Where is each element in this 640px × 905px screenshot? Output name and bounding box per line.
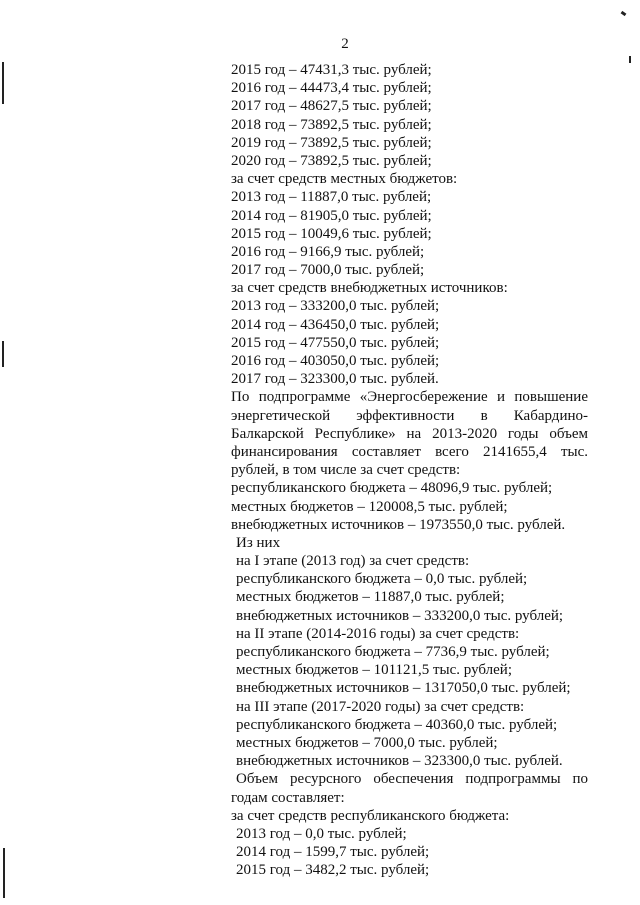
text-line: 2016 год – 44473,4 тыс. рублей; [231, 80, 432, 97]
text-line: 2014 год – 81905,0 тыс. рублей; [231, 207, 432, 224]
text-line: за счет средств республиканского бюджета: [231, 807, 510, 824]
text-line: на II этапе (2014-2016 годы) за счет средств: [236, 625, 520, 642]
text-line: внебюджетных источников – 333200,0 тыс. рублей; [236, 607, 564, 624]
text-line: на III этапе (2017-2020 годы) за счет средств: [236, 698, 525, 715]
text-line: 2013 год – 0,0 тыс. рублей; [236, 825, 407, 842]
text-line: Балкарской Республике» на 2013-2020 годы объем [231, 425, 588, 442]
text-line: внебюджетных источников – 1317050,0 тыс. рублей; [236, 680, 571, 697]
scan-mark-right-dot [629, 56, 631, 63]
text-line: 2016 год – 403050,0 тыс. рублей; [231, 353, 440, 369]
text-line: энергетической эффективности в Кабардино- [231, 407, 588, 424]
text-line: 2015 год – 3482,2 тыс. рублей; [236, 862, 430, 879]
page-number: 2 [341, 36, 349, 52]
document-body [231, 61, 588, 879]
text-line: местных бюджетов – 101121,5 тыс. рублей; [236, 662, 512, 679]
text-line: 2013 год – 11887,0 тыс. рублей; [231, 189, 432, 206]
text-line: По подпрограмме «Энергосбережение и повышение [231, 389, 588, 406]
text-line: на I этапе (2013 год) за счет средств: [236, 553, 470, 570]
text-line: республиканского бюджета – 0,0 тыс. рублей; [236, 571, 528, 588]
text-line: 2017 год – 323300,0 тыс. рублей. [231, 371, 439, 388]
text-line: 2019 год – 73892,5 тыс. рублей; [231, 134, 432, 151]
text-line: 2020 год – 73892,5 тыс. рублей; [231, 152, 432, 169]
text-line: финансирования составляет всего 2141655,4 тыс. [231, 443, 588, 460]
text-line: внебюджетных источников – 323300,0 тыс. рублей. [236, 753, 563, 770]
text-line: 2013 год – 333200,0 тыс. рублей; [231, 298, 440, 315]
text-line: 2014 год – 436450,0 тыс. рублей; [231, 316, 440, 333]
scan-mark-right-top [621, 11, 627, 16]
text-line: 2015 год – 10049,6 тыс. рублей; [231, 225, 432, 242]
scan-mark-left-top [2, 62, 4, 104]
scan-mark-left-bottom [3, 848, 5, 898]
text-line: республиканского бюджета – 7736,9 тыс. рублей; [236, 644, 550, 660]
text-line: местных бюджетов – 11887,0 тыс. рублей; [236, 589, 505, 606]
text-line: 2017 год – 48627,5 тыс. рублей; [231, 98, 432, 115]
text-line: Из них [236, 534, 281, 551]
text-line: 2015 год – 477550,0 тыс. рублей; [231, 334, 440, 351]
text-line: республиканского бюджета – 48096,9 тыс. рублей; [231, 480, 553, 497]
text-line: годам составляет: [231, 789, 345, 806]
text-line: местных бюджетов – 7000,0 тыс. рублей; [236, 734, 498, 751]
scan-mark-left-middle [2, 341, 4, 367]
text-line: местных бюджетов – 120008,5 тыс. рублей; [231, 498, 508, 515]
text-line: 2018 год – 73892,5 тыс. рублей; [231, 116, 432, 133]
text-line: за счет средств внебюджетных источников: [231, 280, 508, 297]
text-line: внебюджетных источников – 1973550,0 тыс. рублей. [231, 516, 566, 533]
text-line: 2014 год – 1599,7 тыс. рублей; [236, 844, 430, 861]
text-line: 2017 год – 7000,0 тыс. рублей; [231, 262, 425, 279]
text-line: 2015 год – 47431,3 тыс. рублей; [231, 62, 432, 78]
text-line: рублей, в том числе за счет средств: [231, 462, 461, 479]
text-line: Объем ресурсного обеспечения подпрограммы по [236, 771, 588, 788]
text-line: 2016 год – 9166,9 тыс. рублей; [231, 243, 425, 260]
text-line: республиканского бюджета – 40360,0 тыс. рублей; [236, 716, 558, 733]
text-line: за счет средств местных бюджетов: [231, 171, 458, 188]
